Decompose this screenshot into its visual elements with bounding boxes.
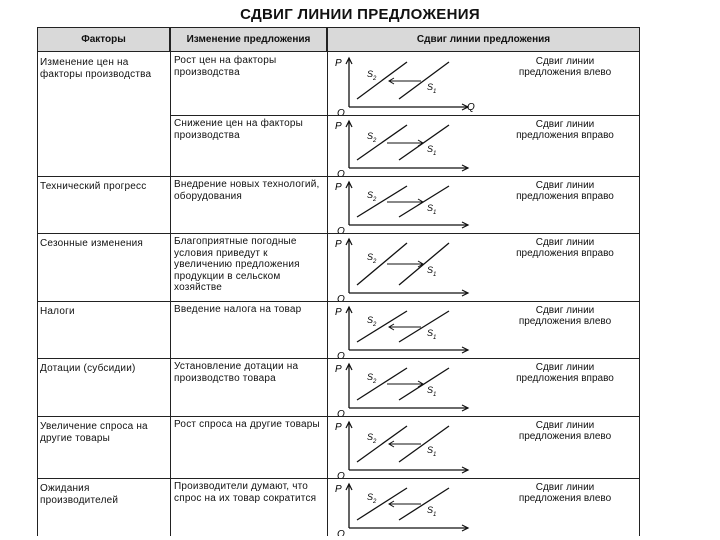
- change-cell: Рост спроса на другие товары: [174, 419, 320, 430]
- label-s2-index: 2: [373, 439, 377, 445]
- origin-label: O: [337, 169, 345, 176]
- shift-caption: Сдвиг линии предложения вправо: [516, 180, 614, 202]
- label-s2-letter: S: [367, 492, 374, 502]
- label-s1-index: 1: [433, 392, 437, 398]
- label-s2: [367, 131, 377, 144]
- shift-caption: Сдвиг линии предложения влево: [518, 420, 612, 442]
- label-s1-letter: S: [427, 82, 434, 92]
- p-axis-label: P: [335, 364, 342, 375]
- origin-label: O: [337, 409, 345, 416]
- origin-label: O: [337, 226, 345, 233]
- factor-cell: Технический прогресс: [40, 181, 147, 192]
- p-axis-label: P: [335, 484, 342, 495]
- column-divider: [170, 52, 171, 536]
- header-shift: Сдвиг линии предложения: [327, 27, 640, 52]
- row-divider: [37, 301, 640, 302]
- shift-caption: Сдвиг линии предложения влево: [518, 482, 612, 504]
- label-s1-index: 1: [433, 512, 437, 518]
- supply-graph: [333, 358, 508, 416]
- label-s2: [367, 492, 377, 505]
- label-s1-letter: S: [427, 505, 434, 515]
- change-cell: Введение налога на товар: [174, 304, 302, 315]
- label-s1-index: 1: [433, 89, 437, 95]
- label-s2-letter: S: [367, 190, 374, 200]
- shift-caption: Сдвиг линии предложения влево: [518, 56, 612, 78]
- supply-graph: [333, 416, 508, 478]
- label-s2-index: 2: [373, 259, 377, 265]
- factor-cell: Увеличение спроса на другие товары: [40, 421, 148, 444]
- change-cell: Внедрение новых технологий, оборудования: [174, 179, 320, 202]
- p-axis-label: P: [335, 307, 342, 318]
- label-s1-index: 1: [433, 335, 437, 341]
- p-axis-label: P: [335, 422, 342, 433]
- shift-caption: Сдвиг линии предложения влево: [518, 305, 612, 327]
- column-divider: [639, 52, 640, 536]
- label-s2: [367, 372, 377, 385]
- label-s2: [367, 69, 377, 82]
- page-title: СДВИГ ЛИНИИ ПРЕДЛОЖЕНИЯ: [240, 6, 480, 23]
- change-cell: Рост цен на факторы производства: [174, 55, 277, 78]
- label-s2-index: 2: [373, 76, 377, 82]
- label-s2-letter: S: [367, 432, 374, 442]
- label-s1-index: 1: [433, 272, 437, 278]
- factor-cell: Ожидания производителей: [40, 483, 119, 506]
- label-s2-letter: S: [367, 131, 374, 141]
- label-s2-index: 2: [373, 322, 377, 328]
- label-s1: [427, 328, 436, 341]
- label-s1-letter: S: [427, 144, 434, 154]
- label-s1: [427, 265, 436, 278]
- supply-graph: [333, 233, 508, 301]
- row-divider: [37, 358, 640, 359]
- label-s2-letter: S: [367, 372, 374, 382]
- label-s1-letter: S: [427, 203, 434, 213]
- shift-caption: Сдвиг линии предложения вправо: [516, 362, 614, 384]
- q-axis-label: Q: [467, 102, 475, 113]
- row-divider: [37, 176, 640, 177]
- p-axis-label: P: [335, 121, 342, 132]
- p-axis-label: P: [335, 58, 342, 69]
- label-s1: [427, 385, 436, 398]
- origin-label: O: [337, 529, 345, 536]
- label-s1-letter: S: [427, 265, 434, 275]
- factor-cell: Сезонные изменения: [40, 238, 143, 249]
- label-s1: [427, 82, 436, 95]
- origin-label: O: [337, 351, 345, 358]
- label-s1: [427, 144, 436, 157]
- change-cell: Установление дотации на производство товара: [174, 361, 299, 384]
- label-s1-letter: S: [427, 328, 434, 338]
- row-divider: [37, 478, 640, 479]
- column-divider: [327, 52, 328, 536]
- p-axis-label: P: [335, 182, 342, 193]
- factor-cell: Изменение цен на факторы производства: [40, 57, 152, 80]
- label-s1: [427, 505, 436, 518]
- supply-graph: [333, 52, 508, 115]
- change-cell: Производители думают, что спрос на их товар сократится: [174, 481, 317, 504]
- change-cell: Снижение цен на факторы производства: [174, 118, 304, 141]
- origin-label: O: [337, 294, 345, 301]
- factor-cell: Налоги: [40, 306, 75, 317]
- row-divider: [37, 233, 640, 234]
- label-s2: [367, 315, 377, 328]
- row-divider: [170, 115, 640, 116]
- label-s2-index: 2: [373, 379, 377, 385]
- p-axis-label: P: [335, 239, 342, 250]
- factor-cell: Дотации (субсидии): [40, 363, 136, 374]
- label-s1-letter: S: [427, 385, 434, 395]
- header-change: Изменение предложения: [170, 27, 327, 52]
- shift-caption: Сдвиг линии предложения вправо: [516, 237, 614, 259]
- label-s1-letter: S: [427, 445, 434, 455]
- supply-graph: [333, 301, 508, 358]
- label-s2: [367, 252, 377, 265]
- label-s1: [427, 445, 436, 458]
- label-s2: [367, 432, 377, 445]
- label-s2-index: 2: [373, 197, 377, 203]
- label-s2-index: 2: [373, 138, 377, 144]
- label-s1-index: 1: [433, 210, 437, 216]
- origin-label: O: [337, 108, 345, 115]
- label-s2-letter: S: [367, 252, 374, 262]
- label-s2-letter: S: [367, 69, 374, 79]
- change-cell: Благоприятные погодные условия приведут к увеличению предложения продукции в сельском хозяйстве: [174, 236, 300, 293]
- shift-caption: Сдвиг линии предложения вправо: [516, 119, 614, 141]
- row-divider: [37, 416, 640, 417]
- supply-graph: [333, 115, 508, 176]
- label-s2-index: 2: [373, 499, 377, 505]
- label-s2: [367, 190, 377, 203]
- label-s2-letter: S: [367, 315, 374, 325]
- column-divider: [37, 52, 38, 536]
- label-s1-index: 1: [433, 151, 437, 157]
- supply-graph: [333, 176, 508, 233]
- label-s1-index: 1: [433, 452, 437, 458]
- supply-graph: [333, 478, 508, 536]
- label-s1: [427, 203, 436, 216]
- header-factors: Факторы: [37, 27, 170, 52]
- origin-label: O: [337, 471, 345, 478]
